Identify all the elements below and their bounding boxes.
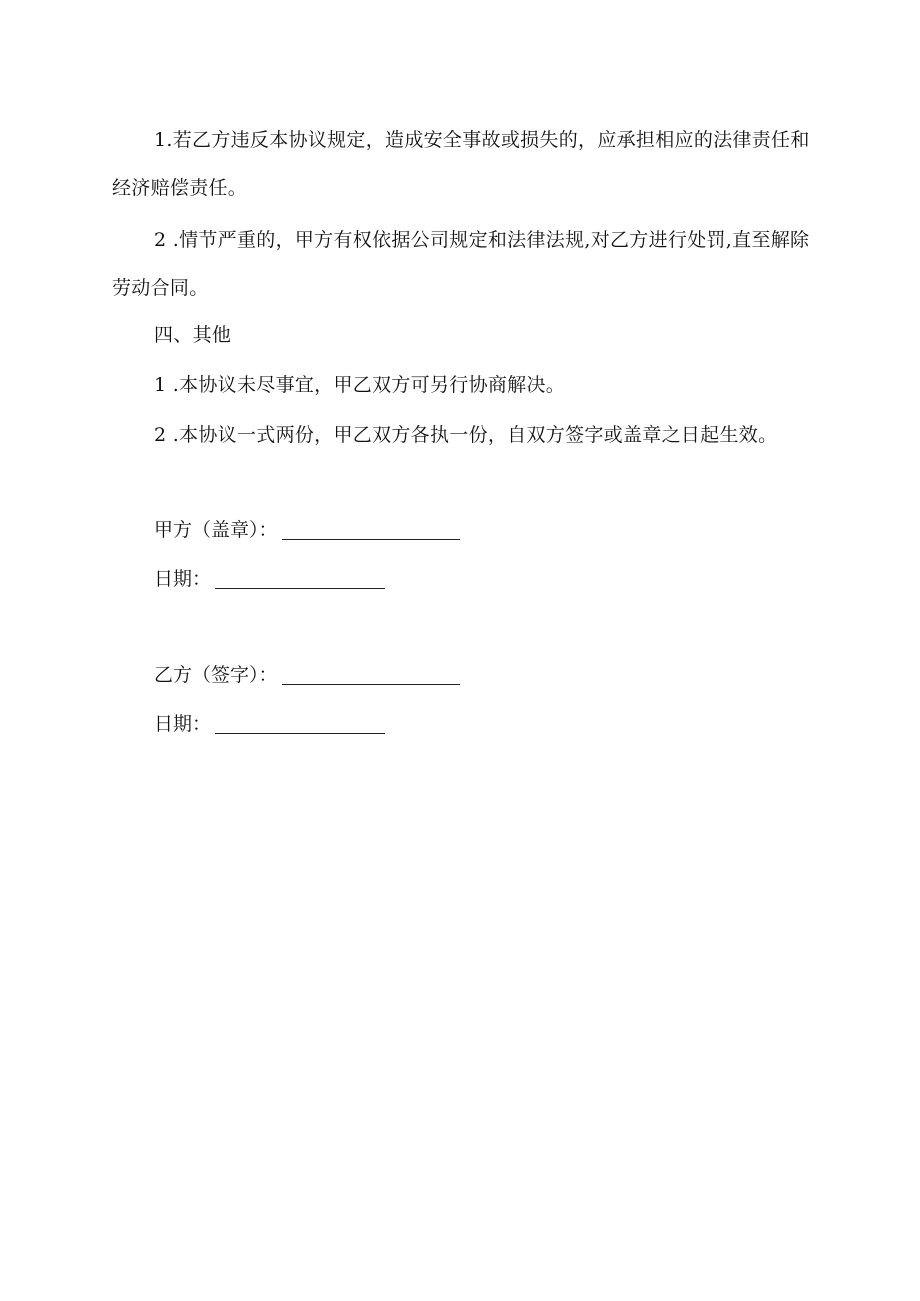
party-a-label: 甲方（盖章）： — [154, 519, 278, 541]
clause-penalty: 2 .情节严重的，甲方有权依据公司规定和法律法规,对乙方进行处罚,直至解除劳动合同。 — [112, 229, 810, 299]
clause-effectiveness: 2 .本协议一式两份，甲乙双方各执一份，自双方签字或盖章之日起生效。 — [154, 424, 778, 446]
party-a-signature-line[interactable] — [282, 519, 460, 540]
party-b-date-label: 日期： — [154, 713, 212, 735]
party-a-signature-row — [154, 516, 460, 544]
party-b-signature-line[interactable] — [282, 664, 460, 685]
section-heading-other: 四、其他 — [154, 324, 232, 346]
party-b-label: 乙方（签字）： — [154, 664, 278, 686]
party-a-date-label: 日期： — [154, 568, 212, 590]
party-a-date-line[interactable] — [215, 568, 385, 589]
party-b-date-line[interactable] — [215, 713, 385, 734]
clause-liability: 1.若乙方违反本协议规定，造成安全事故或损失的，应承担相应的法律责任和经济赔偿责任。 — [112, 129, 810, 199]
party-a-date-row — [154, 565, 385, 593]
party-b-date-row — [154, 710, 385, 738]
clause-unresolved-matters: 1 .本协议未尽事宜，甲乙双方可另行协商解决。 — [154, 374, 566, 396]
party-b-signature-row — [154, 661, 460, 689]
